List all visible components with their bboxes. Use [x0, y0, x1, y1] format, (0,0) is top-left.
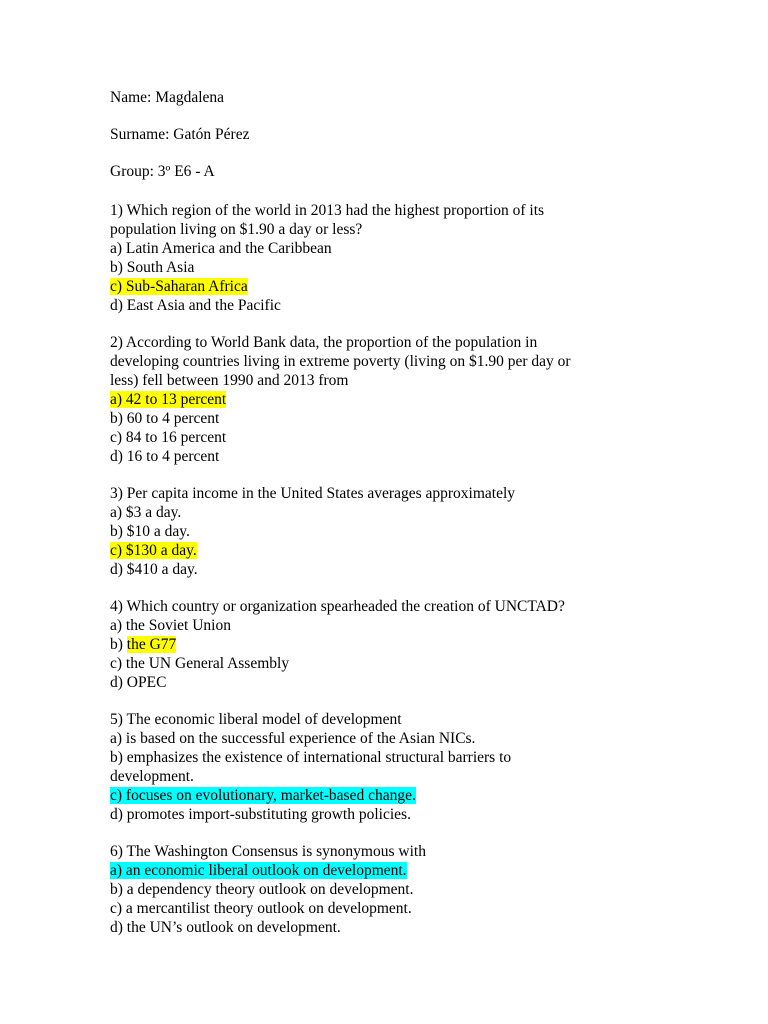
question-text-line: 6) The Washington Consensus is synonymous with — [110, 843, 426, 860]
option-text: promotes import-substituting growth policies. — [126, 806, 411, 823]
option-prefix: b) — [110, 259, 127, 276]
option-text: South Asia — [126, 259, 195, 276]
option-prefix: b) — [110, 523, 127, 540]
option-text: $10 a day. — [126, 523, 190, 540]
option-text: 60 to 4 percent — [126, 410, 220, 427]
option-prefix: a) — [110, 730, 126, 747]
option-prefix: a) — [110, 504, 126, 521]
option-text: East Asia and the Pacific — [126, 297, 281, 314]
highlighted-answer: a) an economic liberal outlook on development. — [110, 862, 407, 879]
question-text-line: population living on $1.90 a day or less? — [110, 221, 363, 238]
answer-option — [110, 786, 650, 805]
question-text-line: 2) According to World Bank data, the proportion of the population in — [110, 334, 538, 351]
option-text: $410 a day. — [126, 561, 198, 578]
question-text-line: less) fell between 1990 and 2013 from — [110, 372, 349, 389]
option-prefix: a) — [110, 240, 126, 257]
answer-option — [110, 409, 650, 428]
question-2 — [110, 333, 650, 466]
student-group: Group: 3º E6 - A — [110, 163, 215, 180]
option-prefix: c) — [110, 655, 126, 672]
highlighted-answer: the G77 — [126, 636, 177, 653]
answer-option — [110, 447, 650, 466]
question-3 — [110, 484, 650, 579]
question-5 — [110, 710, 650, 824]
option-text: the UN General Assembly — [125, 655, 290, 672]
option-prefix: b) — [110, 410, 127, 427]
answer-option — [110, 428, 650, 447]
answer-option — [110, 560, 650, 579]
question-text-line: 3) Per capita income in the United States averages approximately — [110, 485, 516, 502]
question-text-line: 5) The economic liberal model of development — [110, 711, 402, 728]
answer-option — [110, 654, 650, 673]
question-text-line: 1) Which region of the world in 2013 had the highest proportion of its — [110, 202, 545, 219]
option-prefix: d) — [110, 806, 127, 823]
option-text: a dependency theory outlook on development. — [126, 881, 414, 898]
option-text: $3 a day. — [125, 504, 182, 521]
option-prefix: d) — [110, 448, 127, 465]
answer-option — [110, 503, 650, 522]
answer-option — [110, 861, 650, 880]
answer-option — [110, 918, 650, 937]
answer-option — [110, 880, 650, 899]
answer-option — [110, 522, 650, 541]
student-surname: Surname: Gatón Pérez — [110, 126, 250, 143]
answer-option — [110, 390, 650, 409]
answer-option — [110, 635, 650, 654]
question-6 — [110, 842, 650, 937]
option-text: 84 to 16 percent — [125, 429, 227, 446]
highlighted-answer: c) Sub-Saharan Africa — [110, 278, 248, 295]
answer-option — [110, 541, 650, 560]
question-text-line: 4) Which country or organization spearheaded the creation of UNCTAD? — [110, 598, 565, 615]
question-4 — [110, 597, 650, 692]
question-1 — [110, 201, 650, 315]
student-info — [110, 88, 249, 199]
option-prefix: a) — [110, 617, 126, 634]
option-text: 16 to 4 percent — [126, 448, 220, 465]
option-prefix: c) — [110, 900, 126, 917]
option-prefix: c) — [110, 429, 126, 446]
option-prefix: b) — [110, 881, 127, 898]
answer-option — [110, 729, 650, 748]
option-prefix: d) — [110, 674, 127, 691]
answer-option — [110, 239, 650, 258]
answer-option — [110, 258, 650, 277]
answer-option — [110, 296, 650, 315]
option-prefix: d) — [110, 919, 127, 936]
question-text-line: developing countries living in extreme poverty (living on $1.90 per day or — [110, 353, 571, 370]
option-text: the UN’s outlook on development. — [126, 919, 341, 936]
student-name: Name: Magdalena — [110, 89, 225, 106]
option-text: a mercantilist theory outlook on development. — [125, 900, 412, 917]
answer-option — [110, 616, 650, 635]
option-prefix: d) — [110, 561, 127, 578]
option-text: the Soviet Union — [125, 617, 231, 634]
option-text-continuation: development. — [110, 768, 194, 785]
answer-option — [110, 673, 650, 692]
option-text: Latin America and the Caribbean — [125, 240, 332, 257]
highlighted-answer: a) 42 to 13 percent — [110, 391, 227, 408]
question-list — [110, 201, 650, 955]
highlighted-answer: c) $130 a day. — [110, 542, 197, 559]
option-prefix: b) — [110, 636, 127, 653]
option-text: is based on the successful experience of the Asian NICs. — [125, 730, 476, 747]
option-text: OPEC — [126, 674, 167, 691]
answer-option — [110, 277, 650, 296]
answer-option — [110, 805, 650, 824]
option-prefix: d) — [110, 297, 127, 314]
answer-option — [110, 748, 650, 767]
option-text: emphasizes the existence of international structural barriers to — [126, 749, 512, 766]
answer-option — [110, 899, 650, 918]
highlighted-answer: c) focuses on evolutionary, market-based change. — [110, 787, 416, 804]
option-prefix: b) — [110, 749, 127, 766]
